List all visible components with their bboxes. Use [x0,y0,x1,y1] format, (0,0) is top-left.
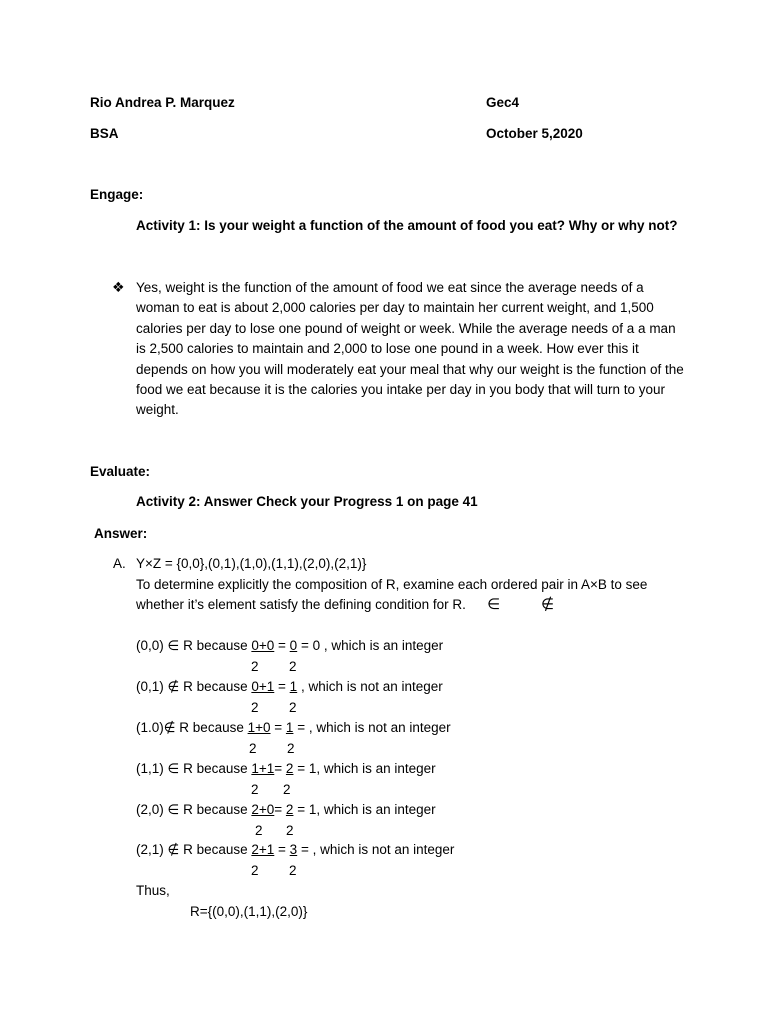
membership-symbol: ∈ [167,638,180,653]
course-code: Gec4 [486,95,520,110]
membership-symbol: ∉ [167,842,180,857]
diamond-bullet-icon: ❖ [112,279,125,295]
denominator: 2 [249,741,257,756]
set-definition: Y×Z = {0,0},(0,1),(1,0),(1,1),(2,0),(2,1)} [136,556,367,571]
pair-row: (1,1) ∈ R because 1+1= 2 = 1, which is an integer [136,761,436,776]
pair: (2,0) [136,802,164,817]
denominator: 2 [287,741,295,756]
numerator-sum: 1+1 [251,761,275,776]
conclusion-text: = 1, which is an integer [297,761,436,776]
activity1-answer: Yes, weight is the function of the amount of food we eat since the average needs of a woman to eat is about 2,000 calories per day to maintain her current weight, and 1,500 calories per day to lose one pound of weight or week. While the average needs of a a man is 2,500 calories to maintain and 2,000 to lose one pound in a week. How ever this it depends on how you will moderately eat your meal that why our weight is the function of the food we eat because it is the calories you intake per day in you body that will turn to your weight. [136,280,684,418]
program-label: BSA [90,126,119,141]
denominator: 2 [283,782,291,797]
pair-row: (0,0) ∈ R because 0+0 = 0 = 0 , which is an integer [136,638,444,653]
not-element-of-symbol: ∉ [541,596,555,613]
denominator: 2 [251,700,259,715]
pair-row: (1.0)∉ R because 1+0 = 1 = , which is not an integer [136,720,451,735]
numerator-value: 1 [289,679,298,694]
numerator-value: 3 [289,842,298,857]
intro-line-1: To determine explicitly the composition of R, examine each ordered pair in A×B to see [136,577,648,592]
denominator: 2 [251,659,259,674]
activity2-title: Activity 2: Answer Check your Progress 1 on page 41 [136,494,478,509]
denominator: 2 [255,823,263,838]
numerator-value: 2 [285,761,294,776]
conclusion-text: = , which is not an integer [300,842,455,857]
denominator: 2 [251,863,259,878]
because-text: R because [183,802,248,817]
denominator: 2 [289,863,297,878]
pair-row: (2,0) ∈ R because 2+0= 2 = 1, which is an integer [136,802,436,817]
numerator-value: 2 [285,802,294,817]
thus-label: Thus, [136,883,170,898]
student-name: Rio Andrea P. Marquez [90,95,235,110]
conclusion-text: = , which is not an integer [297,720,451,735]
because-text: R because [183,638,248,653]
answer-label: Answer: [94,526,148,541]
denominator: 2 [289,700,297,715]
membership-symbol: ∉ [163,720,176,735]
conclusion-text: , which is not an integer [300,679,443,694]
activity1-question: Activity 1: Is your weight a function of the amount of food you eat? Why or why not? [136,218,678,233]
submission-date: October 5,2020 [486,126,583,141]
intro-line-2: whether it’s element satisfy the defining condition for R. [136,597,466,612]
pair: (0,0) [136,638,164,653]
numerator-value: 0 [289,638,298,653]
pair: (1,1) [136,761,164,776]
result-set: R={(0,0),(1,1),(2,0)} [190,904,308,919]
membership-symbol: ∈ [167,802,180,817]
numerator-sum: 0+0 [251,638,275,653]
denominator: 2 [289,659,297,674]
denominator: 2 [286,823,294,838]
pair: (2,1) [136,842,164,857]
numerator-value: 1 [285,720,294,735]
numerator-sum: 2+0 [251,802,275,817]
engage-heading: Engage: [90,187,144,202]
pair: (1.0) [136,720,164,735]
pair: (0,1) [136,679,164,694]
numerator-sum: 2+1 [251,842,275,857]
because-text: R because [183,761,248,776]
element-of-symbol: ∈ [487,596,501,613]
because-text: R because [183,679,248,694]
item-letter: A. [113,556,126,571]
because-text: R because [179,720,244,735]
conclusion-text: = 1, which is an integer [297,802,436,817]
pair-row: (2,1) ∉ R because 2+1 = 3 = , which is not an integer [136,842,455,857]
because-text: R because [183,842,248,857]
membership-symbol: ∈ [167,761,180,776]
numerator-sum: 1+0 [247,720,271,735]
pair-row: (0,1) ∉ R because 0+1 = 1 , which is not an integer [136,679,443,694]
membership-symbol: ∉ [167,679,180,694]
conclusion-text: = 0 , which is an integer [300,638,444,653]
numerator-sum: 0+1 [251,679,275,694]
denominator: 2 [251,782,259,797]
evaluate-heading: Evaluate: [90,464,151,479]
